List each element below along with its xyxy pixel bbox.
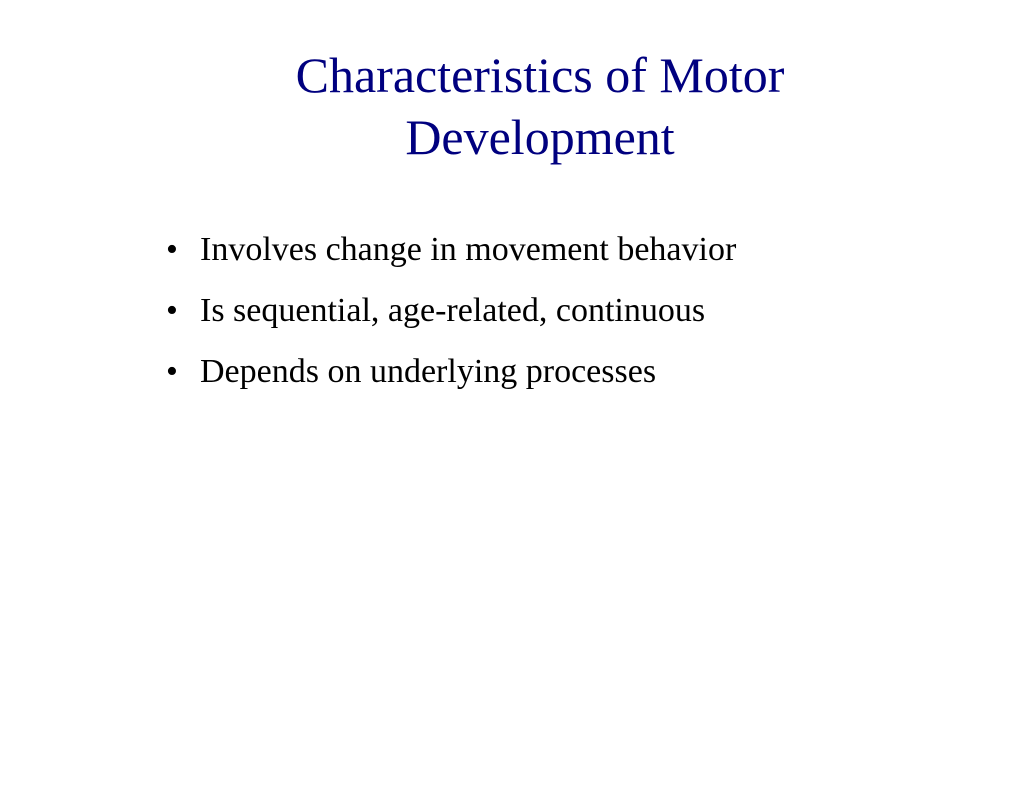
bullet-icon: • (166, 292, 178, 329)
bullet-item (166, 226, 856, 273)
bullet-text: Involves change in movement behavior (200, 231, 737, 268)
slide-title-line: Characteristics of Motor (295, 47, 785, 103)
bullet-text: Is sequential, age-related, continuous (200, 292, 706, 329)
bullet-icon: • (166, 353, 178, 390)
bullet-list (166, 226, 856, 409)
slide-title (160, 44, 920, 168)
bullet-item (166, 287, 856, 334)
bullet-text: Depends on underlying processes (200, 353, 657, 390)
slide-title-line: Development (405, 109, 675, 165)
bullet-item (166, 348, 856, 395)
bullet-icon: • (166, 231, 178, 268)
